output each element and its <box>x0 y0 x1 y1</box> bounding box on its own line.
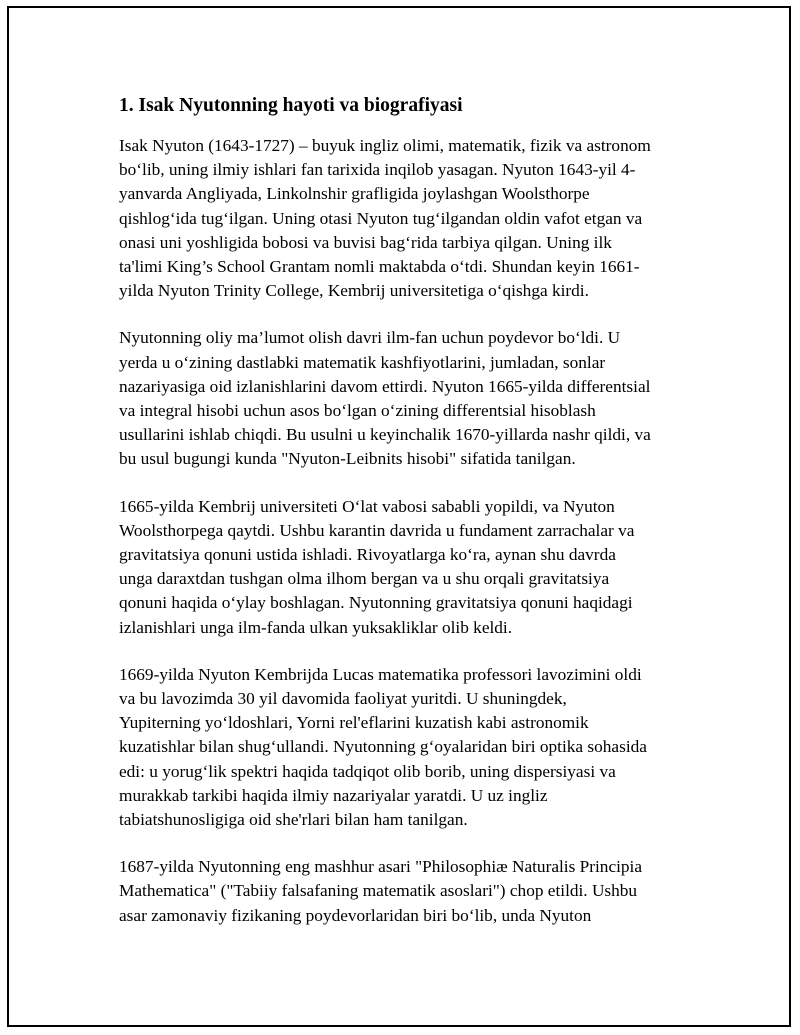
text-line: Woolsthorpega qaytdi. Ushbu karantin davrida u fundament zarrachalar va <box>119 520 635 540</box>
text-line: onasi uni yoshligida bobosi va buvisi bag‘rida tarbiya qilgan. Uning ilk <box>119 232 612 252</box>
text-line: tabiatshunosligiga oid she'rlari bilan ham tanilgan. <box>119 810 468 830</box>
text-line: edi: u yorug‘lik spektri haqida tadqiqot olib borib, uning dispersiyasi va <box>119 761 616 781</box>
text-line: unga daraxtdan tushgan olma ilhom bergan va u shu orqali gravitatsiya <box>119 569 610 589</box>
text-line: Yupiterning yo‘ldoshlari, Yorni rel'eflarini kuzatish kabi astronomik <box>119 713 589 733</box>
text-line: yilda Nyuton Trinity College, Kembrij universitetiga o‘qishga kirdi. <box>119 281 589 301</box>
text-line: Isak Nyuton (1643-1727) – buyuk ingliz olimi, matematik, fizik va astronom <box>119 136 651 155</box>
text-line: 1665-yilda Kembrij universiteti O‘lat vabosi sababli yopildi, va Nyuton <box>119 496 615 516</box>
text-line: va integral hisobi uchun asos bo‘lgan o‘zining differentsial hisoblash <box>119 401 596 421</box>
text-line: murakkab tarkibi haqida ilmiy nazariyalar yaratdi. U uz ingliz <box>119 785 548 805</box>
section-heading: 1. Isak Nyutonning hayoti va biografiyasi <box>119 95 463 116</box>
text-line: bu usul bugungi kunda "Nyuton-Leibnits hisobi" sifatida tanilgan. <box>119 449 576 469</box>
text-line: Mathematica" ("Tabiiy falsafaning matematik asoslari") chop etildi. Ushbu <box>119 881 638 901</box>
text-line: ta'limi King’s School Grantam nomli maktabda o‘tdi. Shundan keyin 1661- <box>119 257 640 277</box>
text-line: asar zamonaviy fizikaning poydevorlaridan biri bo‘lib, unda Nyuton <box>119 905 592 925</box>
text-line: 1669-yilda Nyuton Kembrijda Lucas matematika professori lavozimini oldi <box>119 664 642 684</box>
text-line: 1687-yilda Nyutonning eng mashhur asari "Philosophiæ Naturalis Principia <box>119 857 643 877</box>
text-line: izlanishlari unga ilm-fanda ulkan yuksakliklar olib keldi. <box>119 617 513 637</box>
text-line: gravitatsiya qonuni ustida ishladi. Rivoyatlarga ko‘ra, aynan shu davrda <box>119 545 616 565</box>
paragraph-5 <box>119 855 689 928</box>
text-line: va bu lavozimda 30 yil davomida faoliyat yuritdi. U shuningdek, <box>119 689 567 709</box>
text-line: qonuni haqida o‘ylay boshlagan. Nyutonning gravitatsiya qonuni haqidagi <box>119 593 633 613</box>
text-line: yanvarda Angliyada, Linkolnshir grafligida joylashgan Woolsthorpe <box>119 184 590 204</box>
text-line: usullarini ishlab chiqdi. Bu usulni u keyinchalik 1670-yillarda nashr qildi, va <box>119 425 651 445</box>
paragraph-4 <box>119 663 689 832</box>
text-line: kuzatishlar bilan shug‘ullandi. Nyutonning g‘oyalaridan biri optika sohasida <box>119 737 647 757</box>
text-line: bo‘lib, uning ilmiy ishlari fan tarixida inqilob yasagan. Nyuton 1643-yil 4- <box>119 160 636 180</box>
text-line: nazariyasiga oid izlanishlarini davom ettirdi. Nyuton 1665-yilda differentsial <box>119 376 651 396</box>
text-line: Nyutonning oliy ma’lumot olish davri ilm-fan uchun poydevor bo‘ldi. U <box>119 328 621 348</box>
paragraph-2 <box>119 326 689 471</box>
document-body <box>119 92 689 951</box>
text-line: yerda u o‘zining dastlabki matematik kashfiyotlarini, jumladan, sonlar <box>119 352 606 372</box>
paragraph-3 <box>119 495 689 640</box>
paragraph-1 <box>119 134 689 303</box>
text-line: qishlog‘ida tug‘ilgan. Uning otasi Nyuton tug‘ilgandan oldin vafot etgan va <box>119 208 643 228</box>
